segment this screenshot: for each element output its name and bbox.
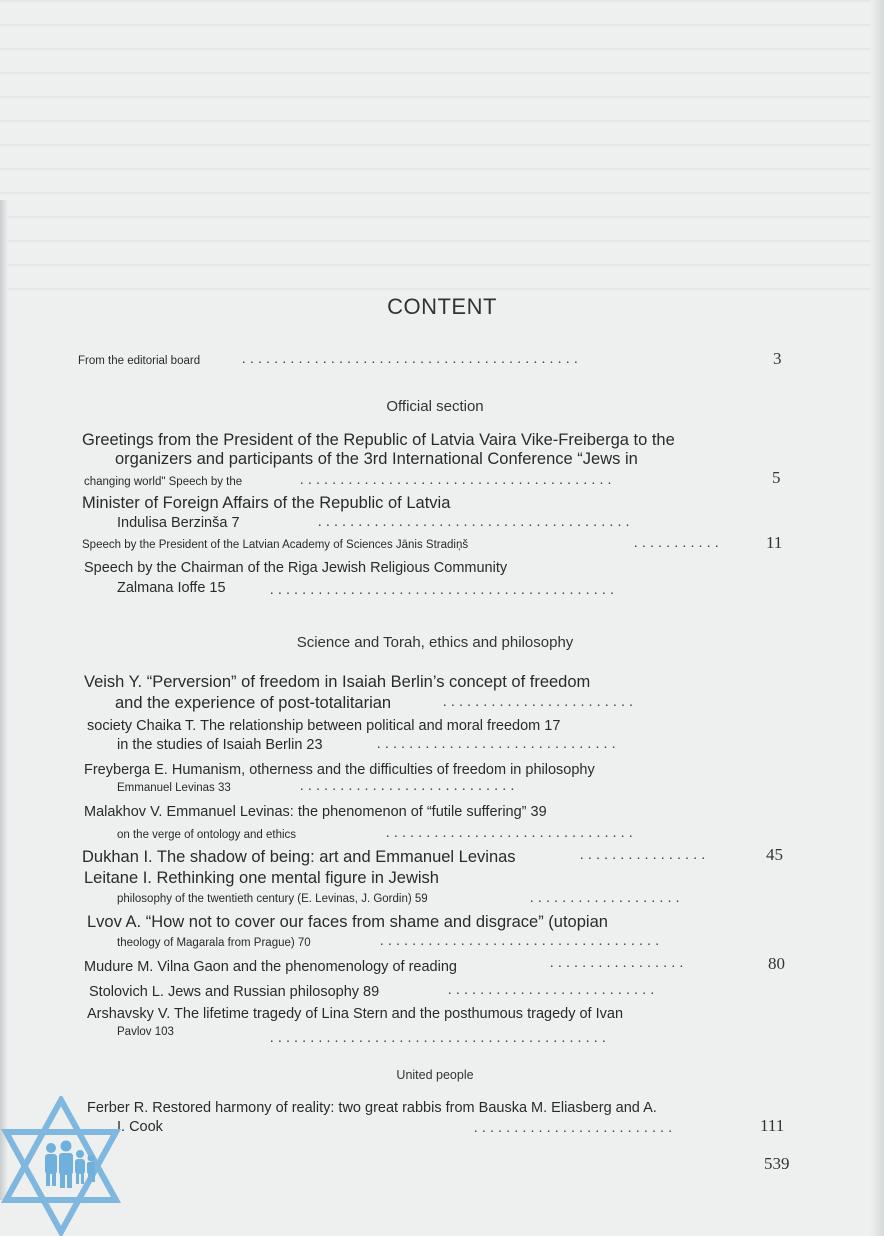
leader-dots: ........... — [634, 536, 724, 551]
leader-dots: .......................................... — [242, 352, 583, 367]
toc-entry-freyberga-line2: Emmanuel Levinas 33 — [117, 782, 231, 794]
toc-entry-malakhov-line1: Malakhov V. Emmanuel Levinas: the phenomenon of “futile suffering” 39 — [84, 804, 547, 820]
toc-entry-lvov-line1: Lvov A. “How not to cover our faces from shame and disgrace” (utopian — [87, 913, 608, 931]
toc-entry-editorial: From the editorial board — [78, 355, 201, 367]
leader-dots: .......................... — [448, 983, 659, 998]
toc-entry-mudure: Mudure M. Vilna Gaon and the phenomenology of reading — [84, 959, 457, 975]
toc-entry-riga-line1: Speech by the Chairman of the Riga Jewish Religious Community — [84, 560, 508, 576]
page-ref-greetings: 5 — [772, 468, 781, 487]
page-ref-academy: 11 — [766, 533, 783, 552]
leader-dots: ......................... — [474, 1121, 677, 1136]
page-title: CONTENT — [387, 294, 497, 319]
toc-entry-freyberga-line1: Freyberga E. Humanism, otherness and the difficulties of freedom in philosophy — [84, 762, 595, 778]
toc-entry-greetings-line3: changing world" Speech by the — [84, 476, 243, 488]
page-ref-ferber: 111 — [760, 1116, 785, 1135]
page-edge-right — [870, 0, 884, 1236]
page-ref-dukhan: 45 — [766, 845, 783, 864]
page-ref-mudure: 80 — [768, 954, 785, 973]
leader-dots: ........................... — [300, 779, 519, 794]
leader-dots: .............................. — [377, 737, 620, 752]
page-ref-editorial: 3 — [773, 349, 782, 368]
leader-dots: ................... — [530, 891, 684, 906]
page-number: 539 — [764, 1154, 790, 1173]
toc-entry-stolovich: Stolovich L. Jews and Russian philosophy 89 — [89, 984, 380, 1000]
toc-entry-greetings-line2: organizers and participants of the 3rd International Conference “Jews in — [115, 450, 638, 468]
toc-entry-dukhan: Dukhan I. The shadow of being: art and Emmanuel Levinas — [82, 848, 516, 866]
toc-entry-greetings-line1: Greetings from the President of the Republic of Latvia Vaira Vike-Freiberga to the — [82, 431, 675, 449]
leader-dots: ....................................... — [318, 515, 634, 530]
section-heading-official: Official section — [386, 398, 484, 415]
toc-entry-academy: Speech by the President of the Latvian Academy of Sciences Jānis Stradiņš — [82, 539, 469, 551]
leader-dots: ........................................... — [270, 583, 619, 598]
leader-dots: ................ — [580, 848, 710, 863]
toc-entry-veish-line1: Veish Y. “Perversion” of freedom in Isaiah Berlin’s concept of freedom — [84, 673, 591, 691]
leader-dots: ....................................... — [300, 473, 616, 488]
toc-entry-riga-line2: Zalmana Ioffe 15 — [117, 580, 226, 596]
toc-entry-chaika-line2: in the studies of Isaiah Berlin 23 — [117, 737, 323, 753]
leader-dots: .......................................... — [270, 1031, 611, 1046]
toc-entry-chaika-line1: society Chaika T. The relationship between political and moral freedom 17 — [87, 718, 561, 734]
section-heading-united: United people — [396, 1068, 474, 1082]
toc-entry-arshavsky-line1: Arshavsky V. The lifetime tragedy of Lina Stern and the posthumous tragedy of Ivan — [87, 1006, 624, 1022]
page-edge-left — [0, 200, 8, 1200]
toc-entry-leitane-line2: philosophy of the twentieth century (E. Levinas, J. Gordin) 59 — [117, 893, 428, 905]
section-heading-science: Science and Torah, ethics and philosophy — [296, 634, 574, 651]
bleed-through-background — [0, 0, 884, 290]
leader-dots: ................. — [550, 956, 688, 971]
toc-entry-minister-line1: Minister of Foreign Affairs of the Republic of Latvia — [82, 494, 451, 512]
leader-dots: ........................ — [443, 695, 638, 710]
leader-dots: ................................... — [380, 934, 664, 949]
toc-entry-arshavsky-line2: Pavlov 103 — [117, 1026, 174, 1038]
toc-entry-ferber-line2: I. Cook — [117, 1119, 163, 1135]
toc-entry-lvov-line2: theology of Magarala from Prague) 70 — [117, 937, 311, 949]
toc-entry-malakhov-line2: on the verge of ontology and ethics — [117, 829, 297, 841]
toc-entry-minister-line2: Indulisa Berzinša 7 — [117, 515, 240, 531]
toc-entry-leitane-line1: Leitane I. Rethinking one mental figure in Jewish — [84, 869, 439, 887]
leader-dots: ............................... — [386, 826, 638, 841]
toc-entry-ferber-line1: Ferber R. Restored harmony of reality: two great rabbis from Bauska M. Eliasberg and A. — [87, 1100, 657, 1116]
toc-entry-veish-line2: and the experience of post-totalitarian — [115, 694, 392, 712]
star-of-david-family-logo-icon — [0, 1096, 122, 1236]
